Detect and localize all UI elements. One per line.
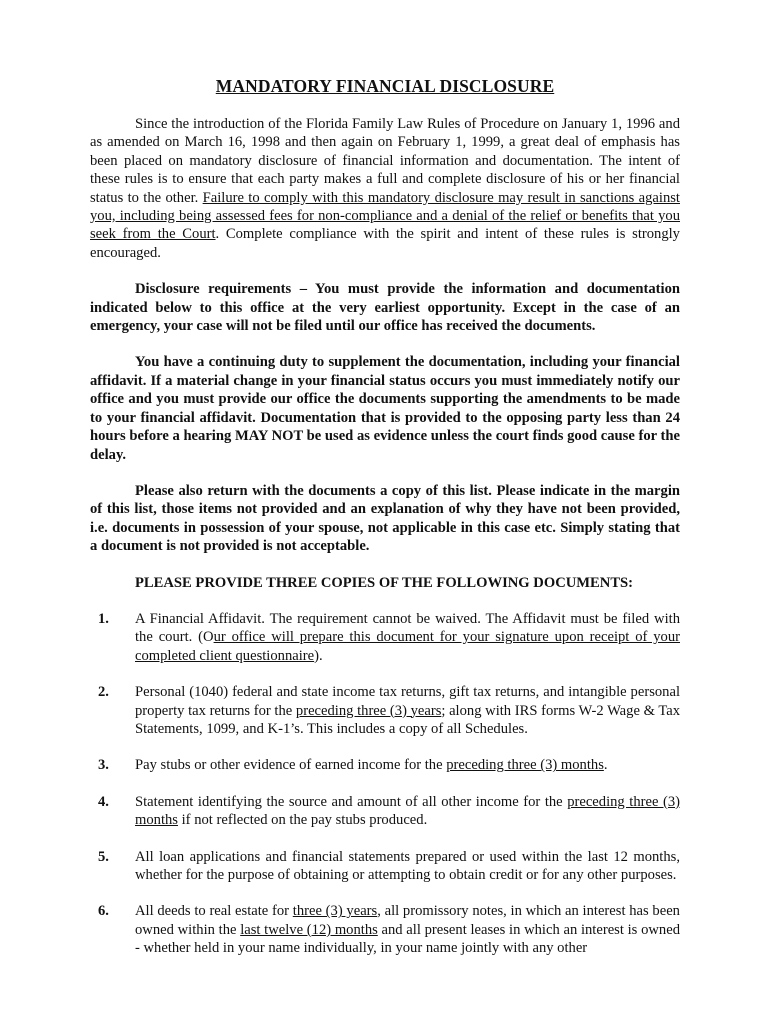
list-item-text: Pay stubs or other evidence of earned income for the (135, 757, 447, 774)
list-item (90, 848, 680, 885)
list-item-underlined: last twelve (12) months (240, 921, 378, 938)
intro-sanctions-warning: Failure to comply with this mandatory disclosure may result in sanctions against you, including being assessed fees for non-compliance and a denial of the relief or benefits that you seek from the Court (90, 189, 680, 243)
list-item-text: and all present leases in which an interest is owned - whether held in your name individually, in your name jointly with any other (135, 921, 680, 957)
list-item (90, 793, 680, 830)
list-item-text: . (603, 757, 608, 774)
list-item-number: 2. (98, 684, 109, 701)
list-item-text: if not reflected on the pay stubs produced. (177, 812, 428, 829)
list-item-number: 4. (98, 793, 109, 810)
list-item-text: A Financial Affidavit. The requirement cannot be waived. The Affidavit must be filed with the court. (O (135, 610, 680, 646)
document-title: MANDATORY FINANCIAL DISCLOSURE (215, 76, 555, 96)
documents-list-heading: PLEASE PROVIDE THREE COPIES OF THE FOLLOWING DOCUMENTS: (135, 574, 634, 591)
list-item-text: ). (314, 647, 323, 664)
list-item-underlined: three (3) years (292, 903, 378, 920)
intro-text-2: . Complete compliance with the spirit and intent of these rules is strongly encouraged. (90, 226, 680, 261)
list-item-number: 5. (98, 848, 109, 865)
list-item-underlined: preceding three (3) months (135, 793, 680, 829)
intro-text-1: Since the introduction of the Florida Family Law Rules of Procedure on January 1, 1996 and as amended on March 16, 1998 and then again on February 1, 1999, a great deal of emphasis has been placed on mandatory disclosure of financial information and documentation. The intent of these rules is to ensure that each party makes a full and complete disclosure of his or her financial status to the other. (90, 116, 680, 206)
return-list-paragraph: Please also return with the documents a copy of this list. Please indicate in the margin of this list, those items not provided and an explanation of why they have not been provided, i.e. documents in possession of your spouse, not applicable in this case etc. Simply stating that a document is not provided is not acceptable. (90, 482, 680, 555)
list-item-underlined: preceding three (3) years (295, 702, 442, 719)
list-item (90, 902, 680, 957)
list-item-number: 3. (98, 757, 109, 774)
list-item (90, 756, 680, 774)
continuing-duty-paragraph: You have a continuing duty to supplement the documentation, including your financial affidavit. If a material change in your financial status occurs you must immediately notify our office and you must provide our office the documents supporting the amendments to be made to your financial affidavit. Documentation that is provided to the opposing party less than 24 hours before a hearing MAY NOT be used as evidence unless the court finds good cause for the delay. (90, 354, 680, 463)
list-item-number: 6. (98, 903, 109, 920)
list-item (90, 610, 680, 665)
list-item-number: 1. (98, 610, 109, 627)
list-item-text: ; along with IRS forms W-2 Wage & Tax Statements, 1099, and K-1’s. This includes a copy of all Schedules. (135, 702, 680, 737)
list-item-text: Personal (1040) federal and state income tax returns, gift tax returns, and intangible personal property tax returns for the (135, 684, 680, 719)
list-item-text: All deeds to real estate for (135, 903, 293, 920)
list-item-text: , all promissory notes, in which an interest has been owned within the (135, 903, 680, 938)
list-item-text: Statement identifying the source and amount of all other income for the (135, 793, 568, 810)
list-item-underlined: ur office will prepare this document for your signature upon receipt of your completed client questionnaire (135, 629, 680, 664)
intro-paragraph (90, 115, 680, 262)
disclosure-requirements-paragraph: Disclosure requirements – You must provide the information and documentation indicated below to this office at the very earliest opportunity. Except in the case of an emergency, your case will not be filed until our office has received the documents. (90, 281, 680, 335)
list-item-text: All loan applications and financial statements prepared or used within the last 12 months, whether for the purpose of obtaining or attempting to obtain credit or for any other purposes. (135, 848, 680, 883)
list-item-underlined: preceding three (3) months (446, 757, 604, 774)
list-item (90, 683, 680, 738)
